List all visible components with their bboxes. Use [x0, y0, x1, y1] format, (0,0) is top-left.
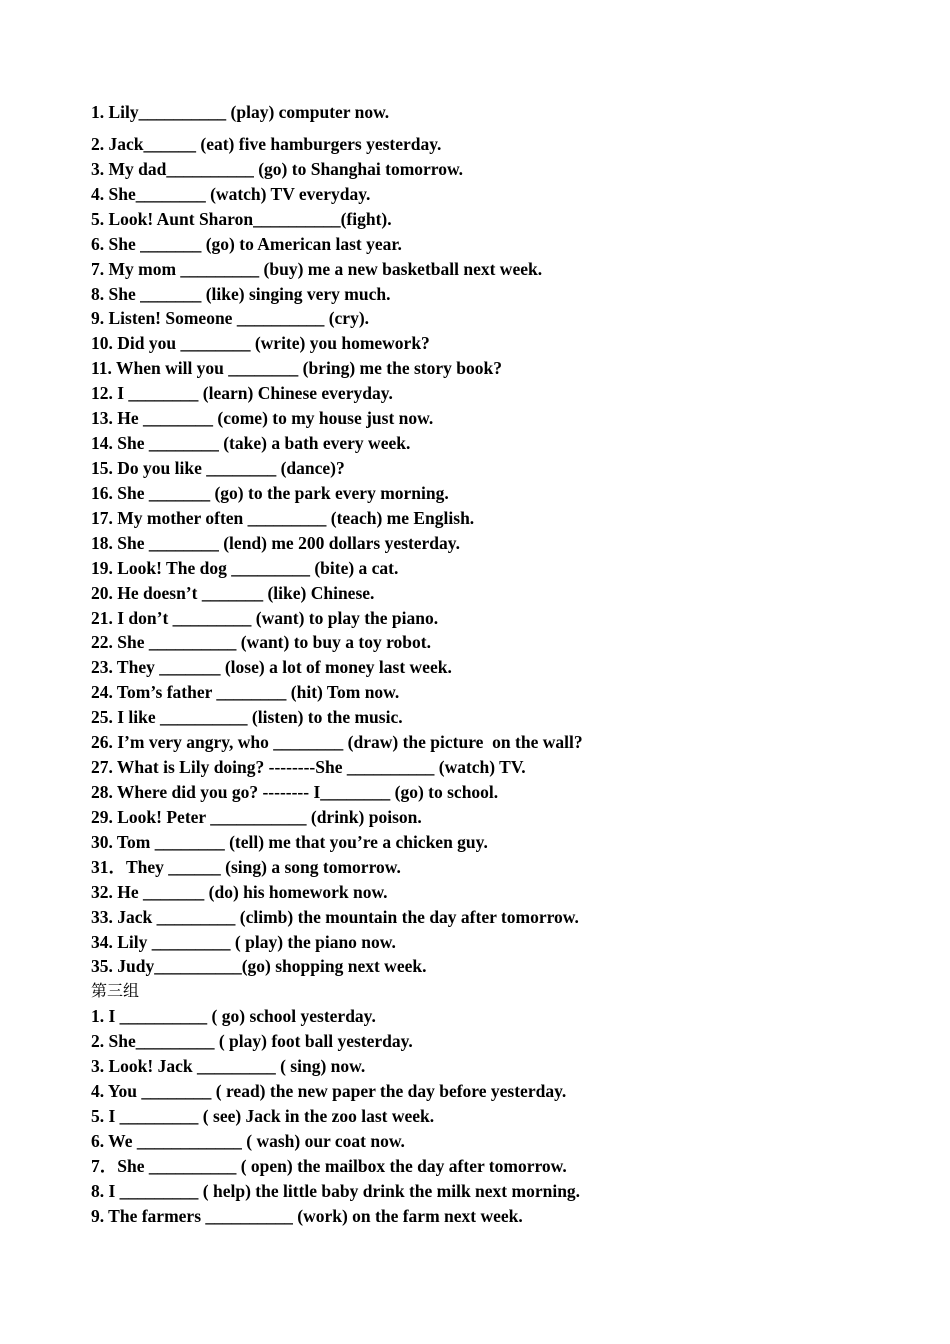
- exercise-item: 5. Look! Aunt Sharon__________(fight).: [91, 208, 392, 229]
- exercise-item: 7．She __________ ( open) the mailbox the day after tomorrow.: [91, 1155, 567, 1176]
- exercise-item: 28. Where did you go? -------- I________ (go) to school.: [91, 781, 499, 802]
- exercise-item: 2. She_________ ( play) foot ball yesterday.: [91, 1031, 413, 1052]
- exercise-item: 30. Tom ________ (tell) me that you’re a chicken guy.: [91, 831, 488, 852]
- exercise-item: 9. Listen! Someone __________ (cry).: [91, 308, 370, 329]
- exercise-item: 3. Look! Jack _________ ( sing) now.: [91, 1056, 366, 1077]
- worksheet-page: [91, 99, 891, 1229]
- exercise-item: 16. She _______ (go) to the park every morning.: [91, 482, 449, 503]
- exercise-item: 22. She __________ (want) to buy a toy robot.: [91, 632, 431, 653]
- exercise-item: 2. Jack______ (eat) five hamburgers yesterday.: [91, 134, 442, 154]
- exercise-item: 10. Did you ________ (write) you homework?: [91, 333, 430, 354]
- exercise-item: 13. He ________ (come) to my house just now.: [91, 408, 434, 429]
- exercise-item: 31．They ______ (sing) a song tomorrow.: [91, 856, 401, 877]
- exercise-item: 23. They _______ (lose) a lot of money last week.: [91, 657, 452, 678]
- exercise-item: 11. When will you ________ (bring) me the story book?: [91, 358, 502, 379]
- exercise-item: 25. I like __________ (listen) to the music.: [91, 707, 403, 728]
- exercise-item: 29. Look! Peter ___________ (drink) poison.: [91, 806, 422, 827]
- exercise-item: 34. Lily _________ ( play) the piano now.: [91, 931, 396, 952]
- exercise-item: 26. I’m very angry, who ________ (draw) the picture on the wall?: [91, 732, 583, 753]
- exercise-item: 3. My dad__________ (go) to Shanghai tomorrow.: [91, 158, 464, 179]
- exercise-item: 6. She _______ (go) to American last year.: [91, 233, 402, 254]
- exercise-item: 4. You ________ ( read) the new paper the day before yesterday.: [91, 1081, 567, 1102]
- exercise-item: 1. I __________ ( go) school yesterday.: [91, 1006, 376, 1027]
- exercise-item: 1. Lily__________ (play) computer now.: [91, 102, 390, 122]
- exercise-item: 27. What is Lily doing? --------She __________ (watch) TV.: [91, 757, 526, 778]
- exercise-item: 7. My mom _________ (buy) me a new basketball next week.: [91, 258, 543, 279]
- exercise-item: 9. The farmers __________ (work) on the farm next week.: [91, 1205, 523, 1226]
- exercise-item: 21. I don’t _________ (want) to play the piano.: [91, 607, 439, 628]
- exercise-item: 19. Look! The dog _________ (bite) a cat.: [91, 557, 399, 578]
- exercise-item: 5. I _________ ( see) Jack in the zoo last week.: [91, 1105, 435, 1126]
- exercise-item: 8. I _________ ( help) the little baby drink the milk next morning.: [91, 1180, 581, 1201]
- exercise-item: 18. She ________ (lend) me 200 dollars yesterday.: [91, 532, 460, 553]
- exercise-item: 35. Judy__________(go) shopping next week.: [91, 956, 427, 977]
- exercise-item: 33. Jack _________ (climb) the mountain the day after tomorrow.: [91, 906, 579, 927]
- section-heading: 第三组: [91, 981, 140, 1001]
- exercise-item: 17. My mother often _________ (teach) me English.: [91, 507, 475, 528]
- exercise-item: 24. Tom’s father ________ (hit) Tom now.: [91, 682, 400, 703]
- exercise-item: 15. Do you like ________ (dance)?: [91, 457, 345, 478]
- exercise-item: 12. I ________ (learn) Chinese everyday.: [91, 383, 393, 404]
- exercise-item: 14. She ________ (take) a bath every week.: [91, 433, 411, 454]
- exercise-item: 6. We ____________ ( wash) our coat now.: [91, 1130, 405, 1151]
- exercise-item: 32. He _______ (do) his homework now.: [91, 881, 388, 902]
- exercise-item: 20. He doesn’t _______ (like) Chinese.: [91, 582, 375, 603]
- exercise-item: 8. She _______ (like) singing very much.: [91, 283, 391, 304]
- exercise-item: 4. She________ (watch) TV everyday.: [91, 183, 371, 204]
